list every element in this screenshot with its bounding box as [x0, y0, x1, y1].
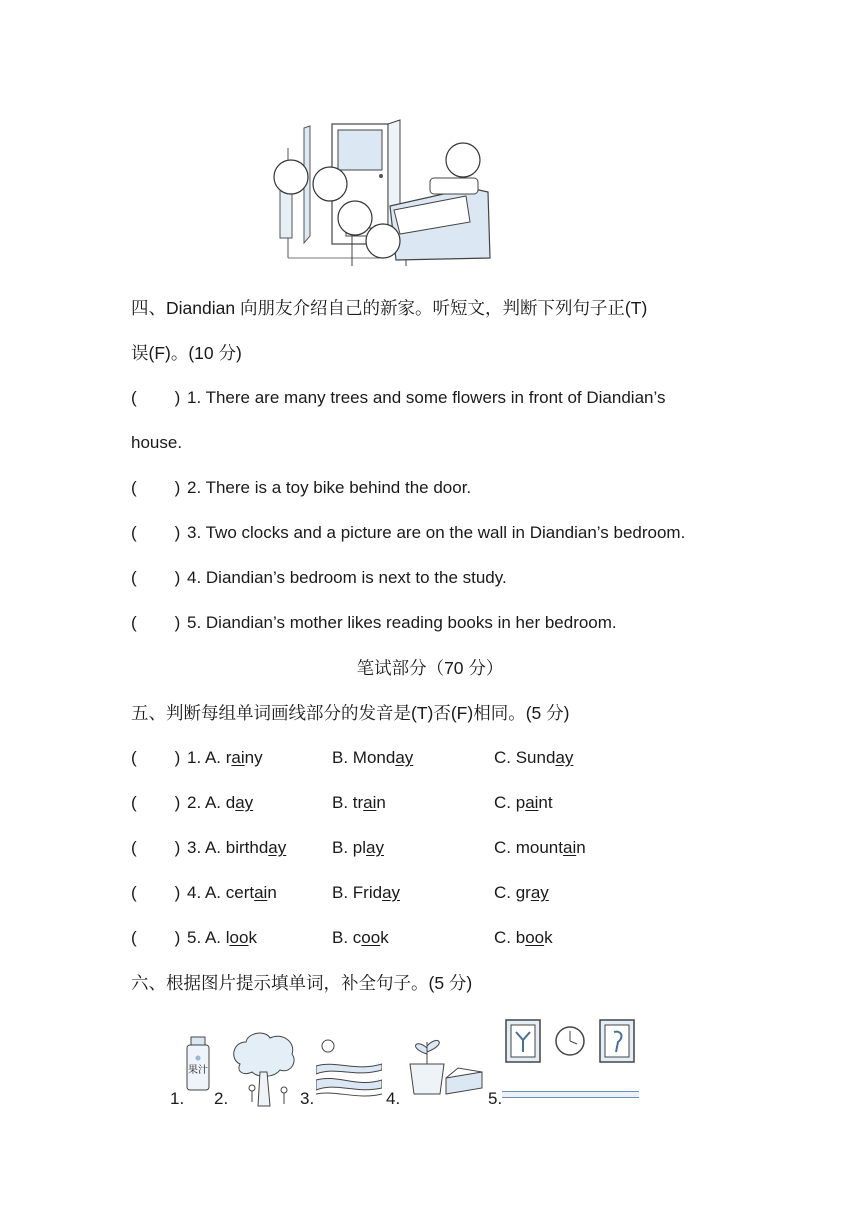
picture-label-1: 1.: [170, 1089, 185, 1108]
answer-line[interactable]: [502, 1091, 639, 1098]
word-c: C. paint: [494, 793, 553, 812]
section6-title: 六、根据图片提示填单词，补全句子。(5 分): [131, 973, 473, 993]
tf-item-5: [131, 612, 617, 634]
section5-title: 五、判断每组单词画线部分的发音是(T)否(F)相同。(5 分): [131, 703, 570, 723]
word-b: B. Friday: [332, 883, 401, 902]
word-a: 2. A. day: [187, 793, 254, 812]
word-a: 5. A. look: [187, 928, 257, 947]
juice-bottle-icon: [184, 1036, 212, 1092]
word-a: 1. A. rainy: [187, 748, 263, 767]
word-a: 4. A. certain: [187, 883, 277, 902]
answer-blank[interactable]: ( ): [131, 613, 181, 632]
item-text: 2. There is a toy bike behind the door.: [187, 478, 472, 497]
section4-title-line1: 四、Diandian 向朋友介绍自己的新家。听短文，判断下列句子正(T): [131, 298, 648, 318]
tf-item-2: [131, 477, 471, 499]
answer-blank[interactable]: ( ): [131, 928, 181, 947]
tf-item-1: [131, 387, 665, 409]
word-b: B. cook: [332, 928, 389, 947]
item-text: 1. There are many trees and some flowers in front of Diandian’s: [187, 388, 666, 407]
tf-item-4: [131, 567, 507, 589]
tree-icon: [230, 1030, 298, 1110]
answer-blank[interactable]: ( ): [131, 388, 181, 407]
room-illustration: [270, 118, 500, 270]
word-b: B. train: [332, 793, 386, 812]
tf-item-3: [131, 522, 685, 544]
answer-blank[interactable]: ( ): [131, 793, 181, 812]
answer-blank[interactable]: ( ): [131, 748, 181, 767]
section4-title-line2: 误(F)。(10 分): [131, 343, 242, 363]
picture-label-3: 3.: [300, 1089, 315, 1108]
word-c: C. mountain: [494, 838, 586, 857]
picture-label-4: 4.: [386, 1089, 401, 1108]
tf-item-1-continued: house.: [131, 433, 183, 452]
word-c: C. book: [494, 928, 553, 947]
river-icon: [316, 1036, 382, 1102]
answer-blank[interactable]: ( ): [131, 838, 181, 857]
juice-label: 果汁: [188, 1065, 208, 1076]
word-c: C. gray: [494, 883, 549, 902]
wall-pictures-icon: [504, 1018, 638, 1064]
answer-blank[interactable]: ( ): [131, 478, 181, 497]
item-text: 4. Diandian’s bedroom is next to the study.: [187, 568, 507, 587]
answer-blank[interactable]: ( ): [131, 523, 181, 542]
answer-blank[interactable]: ( ): [131, 568, 181, 587]
written-part-heading: 笔试部分（70 分）: [356, 658, 504, 678]
word-b: B. play: [332, 838, 384, 857]
answer-blank[interactable]: ( ): [131, 883, 181, 902]
item-text: 3. Two clocks and a picture are on the wall in Diandian’s bedroom.: [187, 523, 686, 542]
picture-label-5: 5.: [488, 1089, 503, 1108]
plant-and-bread-icon: [402, 1034, 484, 1096]
word-a: 3. A. birthday: [187, 838, 287, 857]
picture-label-2: 2.: [214, 1089, 229, 1108]
word-c: C. Sunday: [494, 748, 574, 767]
word-b: B. Monday: [332, 748, 414, 767]
item-text: 5. Diandian’s mother likes reading books in her bedroom.: [187, 613, 617, 632]
